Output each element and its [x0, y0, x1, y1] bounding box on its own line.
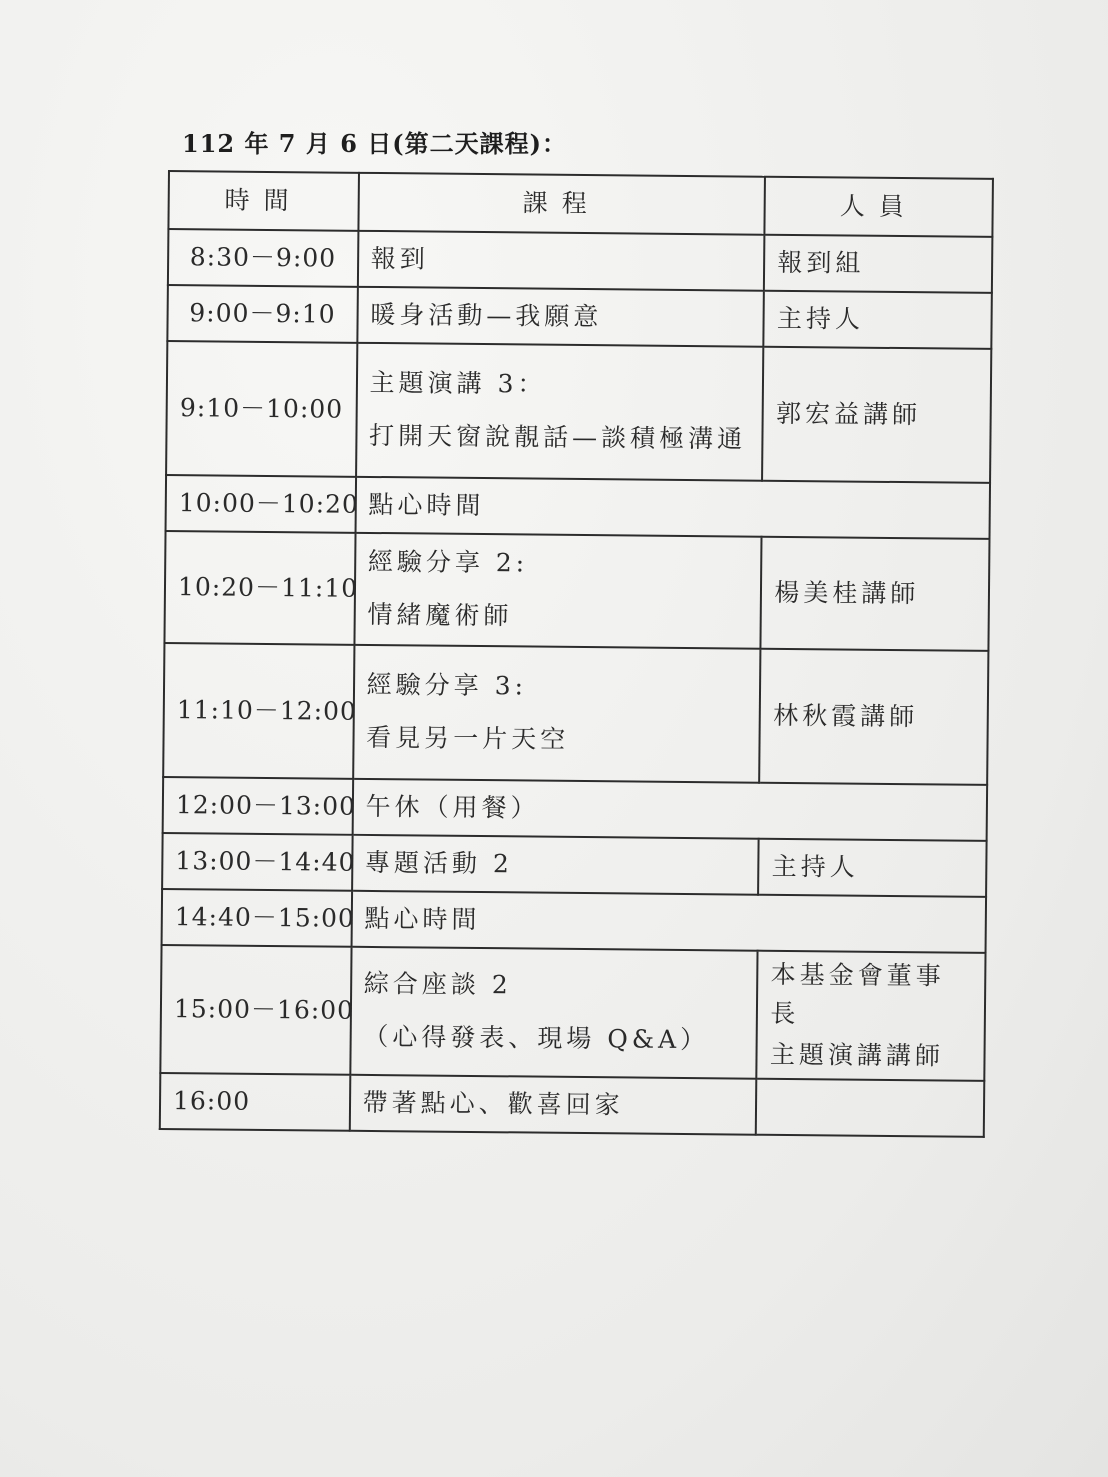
cell-staff	[760, 649, 989, 785]
table-row	[166, 341, 991, 483]
table-row	[162, 889, 986, 953]
cell-staff	[764, 291, 992, 349]
cell-time: 11:10－12:00	[163, 643, 354, 779]
staff-line: 郭宏益講師	[775, 398, 922, 429]
cell-course	[350, 947, 758, 1079]
table-row	[160, 945, 985, 1081]
staff-line: 主持人	[771, 851, 859, 882]
cell-course	[352, 779, 987, 841]
cell-time: 8:30－9:00	[168, 229, 358, 287]
cell-time: 9:00－9:10	[167, 285, 357, 343]
cell-time: 10:00－10:20	[166, 475, 356, 533]
course-line: 點心時間	[368, 489, 485, 520]
cell-time: 9:10－10:00	[166, 341, 357, 477]
table-header-row	[168, 171, 993, 237]
table-row	[166, 475, 990, 539]
cell-course	[358, 231, 765, 291]
cell-course	[354, 533, 762, 649]
header-course: 課程	[358, 173, 765, 235]
course-line: 情緒魔術師	[367, 599, 513, 631]
table-row	[162, 833, 986, 897]
cell-staff	[761, 537, 990, 651]
cell-staff	[762, 347, 991, 483]
course-line: 暖身活動—我願意	[370, 299, 603, 331]
table-row	[168, 229, 992, 293]
cell-course	[349, 1075, 756, 1135]
header-staff: 人員	[765, 177, 993, 237]
cell-course	[356, 343, 764, 481]
cell-staff	[756, 1079, 984, 1137]
staff-line: 本基金會董事長	[770, 959, 945, 1028]
staff-line: 楊美桂講師	[774, 577, 920, 608]
staff-line: 主題演講講師	[769, 1039, 945, 1070]
cell-time: 13:00－14:40	[162, 833, 352, 891]
schedule-table	[159, 170, 994, 1138]
table-row	[160, 1073, 984, 1137]
course-line: 午休（用餐）	[365, 791, 540, 823]
cell-time: 14:40－15:00	[162, 889, 352, 947]
course-line: 主題演講 3：	[369, 368, 547, 399]
cell-course	[351, 891, 986, 953]
cell-staff	[764, 235, 992, 293]
cell-staff	[758, 839, 986, 897]
staff-line	[769, 1107, 971, 1109]
cell-course	[353, 645, 761, 783]
course-line: 經驗分享 3:	[366, 670, 528, 701]
table-row	[164, 531, 989, 651]
cell-time: 16:00	[160, 1073, 350, 1131]
course-line: 專題活動 2	[364, 847, 514, 878]
cell-course	[355, 477, 990, 539]
course-line: 經驗分享 2:	[367, 547, 529, 578]
course-line: 看見另一片天空	[366, 722, 570, 754]
course-line: 打開天窗說靚話—談積極溝通	[368, 420, 747, 454]
schedule-body	[160, 229, 993, 1137]
table-row	[167, 285, 991, 349]
course-line: 報到	[370, 243, 429, 274]
course-line: 綜合座談 2	[363, 969, 512, 1000]
table-row	[163, 777, 987, 841]
page-title: 112 年 7 月 6 日(第二天課程)：	[182, 129, 567, 158]
cell-staff	[757, 951, 986, 1081]
course-line: （心得發表、現場 Q&A）	[363, 1022, 710, 1055]
course-line: 點心時間	[364, 903, 481, 934]
table-row	[163, 643, 988, 785]
staff-line: 林秋霞講師	[773, 700, 919, 731]
cell-time: 12:00－13:00	[163, 777, 353, 835]
course-line: 帶著點心、歡喜回家	[362, 1087, 624, 1120]
cell-time: 10:20－11:10	[164, 531, 355, 645]
cell-course	[357, 287, 764, 347]
cell-time: 15:00－16:00	[160, 945, 351, 1075]
staff-line: 報到組	[777, 247, 865, 278]
cell-course	[352, 835, 759, 895]
header-time: 時間	[168, 171, 358, 231]
staff-line: 主持人	[776, 303, 865, 334]
